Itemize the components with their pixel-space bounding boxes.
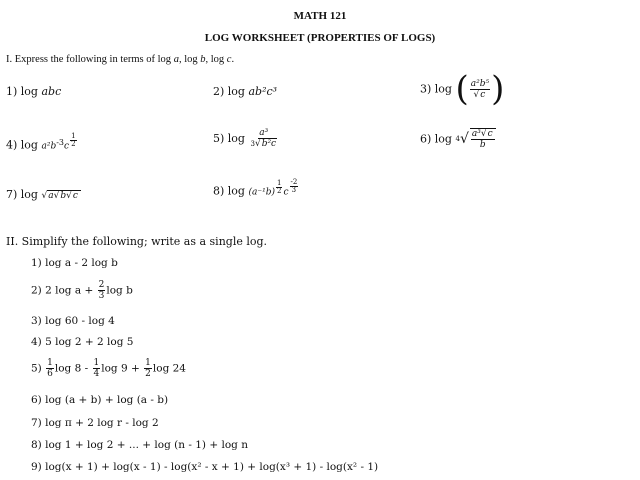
- problem-label: 8) log: [213, 184, 249, 198]
- denominator: 2: [71, 140, 76, 148]
- problem-label: 5) log: [213, 132, 245, 145]
- problem-2: [213, 85, 277, 98]
- numerator: -2: [290, 178, 298, 186]
- denominator: 2: [276, 187, 282, 195]
- expression: a²b: [41, 141, 57, 152]
- term: log 24: [152, 362, 186, 375]
- var-b: b: [200, 54, 206, 65]
- right-paren: ): [491, 69, 505, 109]
- problem-1: [6, 85, 61, 98]
- sep: , log: [178, 54, 201, 65]
- exponent-fraction: [290, 179, 299, 194]
- fraction: [470, 79, 490, 100]
- course-title: MATH 121: [293, 10, 347, 22]
- worksheet-title: LOG WORKSHEET (PROPERTIES OF LOGS): [204, 32, 436, 44]
- var-a: a: [173, 54, 179, 65]
- simplify-item-5: [31, 358, 186, 379]
- problem-label: 4) log: [6, 138, 42, 152]
- numerator: 1: [47, 358, 53, 368]
- root-index: 4: [455, 135, 460, 143]
- problem-label: 2) log: [213, 85, 249, 98]
- numerator: 2: [98, 280, 105, 290]
- item-label: 5): [31, 362, 46, 375]
- var-c: c: [226, 54, 232, 65]
- problem-label: 1) log: [6, 85, 42, 98]
- fraction: [93, 358, 101, 379]
- radicand: c: [480, 89, 486, 100]
- simplify-item-6: 6) log (a + b) + log (a - b): [31, 394, 169, 406]
- exponent-fraction: [70, 133, 76, 148]
- fraction: [98, 280, 106, 301]
- exponent: -3: [56, 137, 65, 147]
- numerator: 1: [71, 132, 76, 140]
- radicand: c: [487, 129, 493, 139]
- left-paren: (: [455, 69, 469, 109]
- var-c: c: [72, 191, 78, 201]
- denominator: 4: [93, 369, 100, 379]
- fraction: [470, 128, 496, 150]
- nested-radical: √a√b√c: [41, 190, 80, 201]
- numerator: 1: [276, 179, 282, 187]
- denominator: 3: [291, 186, 297, 194]
- denominator: 3: [98, 291, 105, 301]
- simplify-item-1: 1) log a - 2 log b: [31, 257, 118, 269]
- var-c: c: [64, 141, 70, 152]
- simplify-item-7: 7) log π + 2 log r - log 2: [31, 417, 159, 429]
- denominator: 3√b²c: [250, 139, 277, 149]
- period: .: [231, 54, 235, 65]
- term: log 9 +: [101, 362, 144, 375]
- fraction: [144, 358, 152, 379]
- simplify-item-3: 3) log 60 - log 4: [31, 315, 115, 327]
- problem-6: [420, 128, 497, 150]
- expression: abc: [41, 85, 62, 98]
- num-expr: a³: [471, 129, 481, 139]
- numerator: a²b⁵: [470, 78, 490, 89]
- problem-5: [213, 128, 279, 149]
- problem-8: [213, 178, 299, 199]
- sep: , log: [205, 54, 227, 65]
- var-a: a: [48, 191, 54, 201]
- part1-instruction: [6, 54, 234, 65]
- numerator: 1: [145, 358, 151, 368]
- fraction: [249, 128, 278, 149]
- radicand: b²c: [261, 139, 277, 149]
- exponent-fraction: [276, 180, 282, 195]
- part2-instruction: II. Simplify the following; write as a single log.: [6, 235, 268, 248]
- problem-4: [6, 132, 78, 153]
- simplify-item-9: 9) log(x + 1) + log(x - 1) - log(x² - x + 1) + log(x³ + 1) - log(x² - 1): [31, 461, 379, 473]
- problem-label: 3) log: [420, 82, 452, 96]
- instruction-text: I. Express the following in terms of log: [6, 54, 174, 65]
- fraction: [46, 358, 54, 379]
- simplify-item-8: 8) log 1 + log 2 + ... + log (n - 1) + log n: [31, 439, 248, 451]
- numerator: a³√c: [471, 129, 493, 139]
- numerator: a³: [259, 128, 269, 138]
- denominator: 6: [47, 369, 53, 379]
- expression: ab²c³: [248, 85, 278, 98]
- denominator: √c: [473, 89, 486, 100]
- numerator: 1: [93, 358, 100, 368]
- radical-sign: √: [459, 131, 469, 147]
- base-expression: (a⁻¹b): [248, 187, 275, 198]
- denominator: 2: [145, 369, 151, 379]
- simplify-item-4: 4) 5 log 2 + 2 log 5: [31, 336, 134, 348]
- item-text: 2) 2 log a +: [31, 284, 97, 297]
- var-b: b: [60, 191, 67, 201]
- var-c: c: [283, 187, 289, 198]
- problem-7: [6, 188, 81, 201]
- simplify-item-2: [31, 280, 133, 301]
- denominator: b: [479, 140, 486, 150]
- problem-3: [420, 69, 505, 109]
- problem-label: 7) log: [6, 188, 42, 201]
- term: log 8 -: [54, 362, 92, 375]
- item-tail: log b: [106, 284, 133, 297]
- root-index: 3: [250, 140, 255, 148]
- problem-label: 6) log: [420, 132, 452, 146]
